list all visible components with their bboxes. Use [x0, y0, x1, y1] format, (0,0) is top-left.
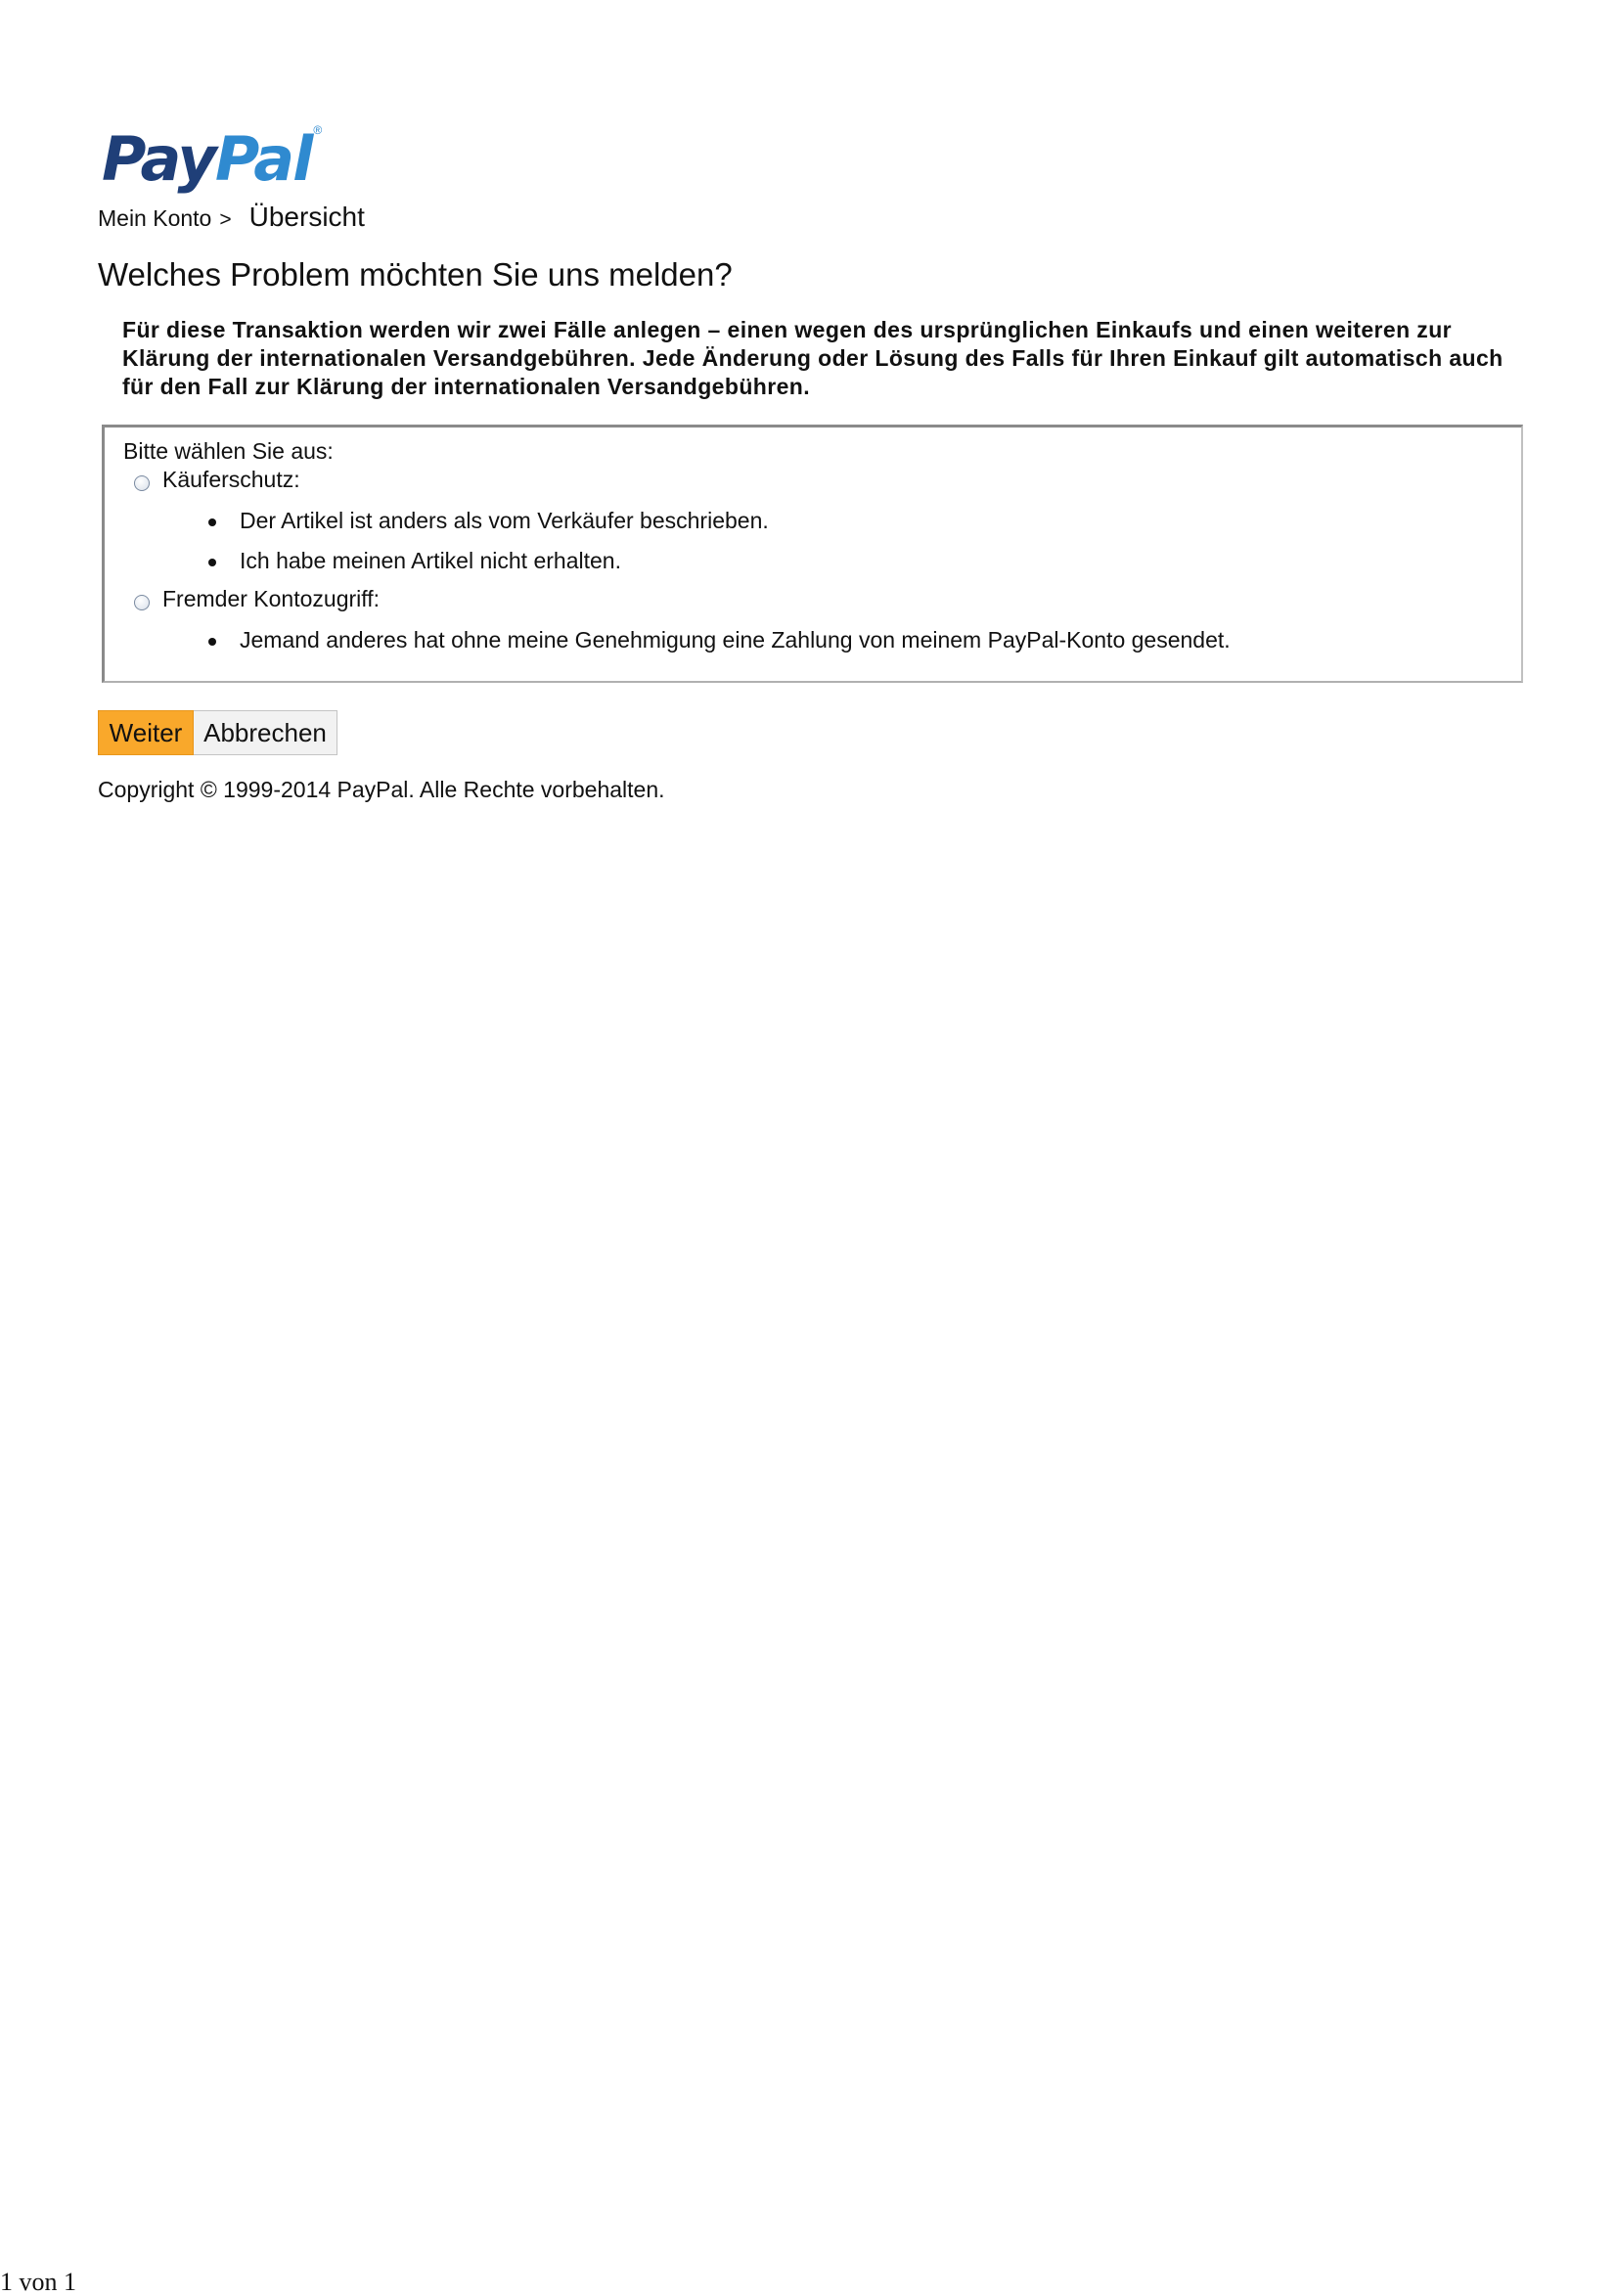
logo-text-pal: Pal — [214, 123, 312, 195]
page-title: Welches Problem möchten Sie uns melden? — [98, 256, 733, 293]
option-label: Käuferschutz: — [162, 467, 300, 492]
radio-unauthorized-access[interactable] — [134, 595, 150, 610]
page-number: 1 von 1 — [0, 2268, 76, 2296]
logo-text-pay: Pay — [102, 123, 215, 195]
option-unauthorized-access[interactable] — [134, 586, 380, 612]
list-item: Ich habe meinen Artikel nicht erhalten. — [208, 545, 769, 585]
list-item: Der Artikel ist anders als vom Verkäufer beschrieben. — [208, 505, 769, 545]
breadcrumb-my-account-link[interactable]: Mein Konto — [98, 205, 212, 231]
radio-buyer-protection[interactable] — [134, 475, 150, 491]
list-item: Jemand anderes hat ohne meine Genehmigung eine Zahlung von meinem PayPal-Konto gesendet. — [208, 624, 1231, 664]
breadcrumb-current: Übersicht — [248, 202, 365, 232]
option-buyer-protection[interactable] — [134, 467, 300, 493]
options-legend: Bitte wählen Sie aus: — [123, 438, 334, 464]
transaction-notice: Für diese Transaktion werden wir zwei Fälle anlegen – einen wegen des ursprünglichen Einkaufs und einen weiteren zur Klärung der internationalen Versandgebühren. Jede Änderung oder Lösung des Falls für Ihren Einkauf gilt automatisch auch für den Fall zur Klärung der internationalen Versandgebühren. — [122, 317, 1504, 399]
breadcrumb — [98, 202, 365, 233]
cancel-button[interactable]: Abbrechen — [194, 710, 337, 755]
problem-options-box — [102, 425, 1523, 683]
continue-button[interactable]: Weiter — [98, 710, 194, 755]
option-label: Fremder Kontozugriff: — [162, 586, 381, 611]
buyer-protection-reasons — [208, 505, 769, 585]
form-buttons — [98, 710, 337, 755]
logo-trademark: ® — [313, 123, 323, 137]
paypal-logo — [102, 115, 323, 195]
copyright-text: Copyright © 1999-2014 PayPal. Alle Rechte vorbehalten. — [98, 777, 665, 802]
unauthorized-access-reasons — [208, 624, 1231, 664]
breadcrumb-separator: > — [219, 208, 232, 231]
